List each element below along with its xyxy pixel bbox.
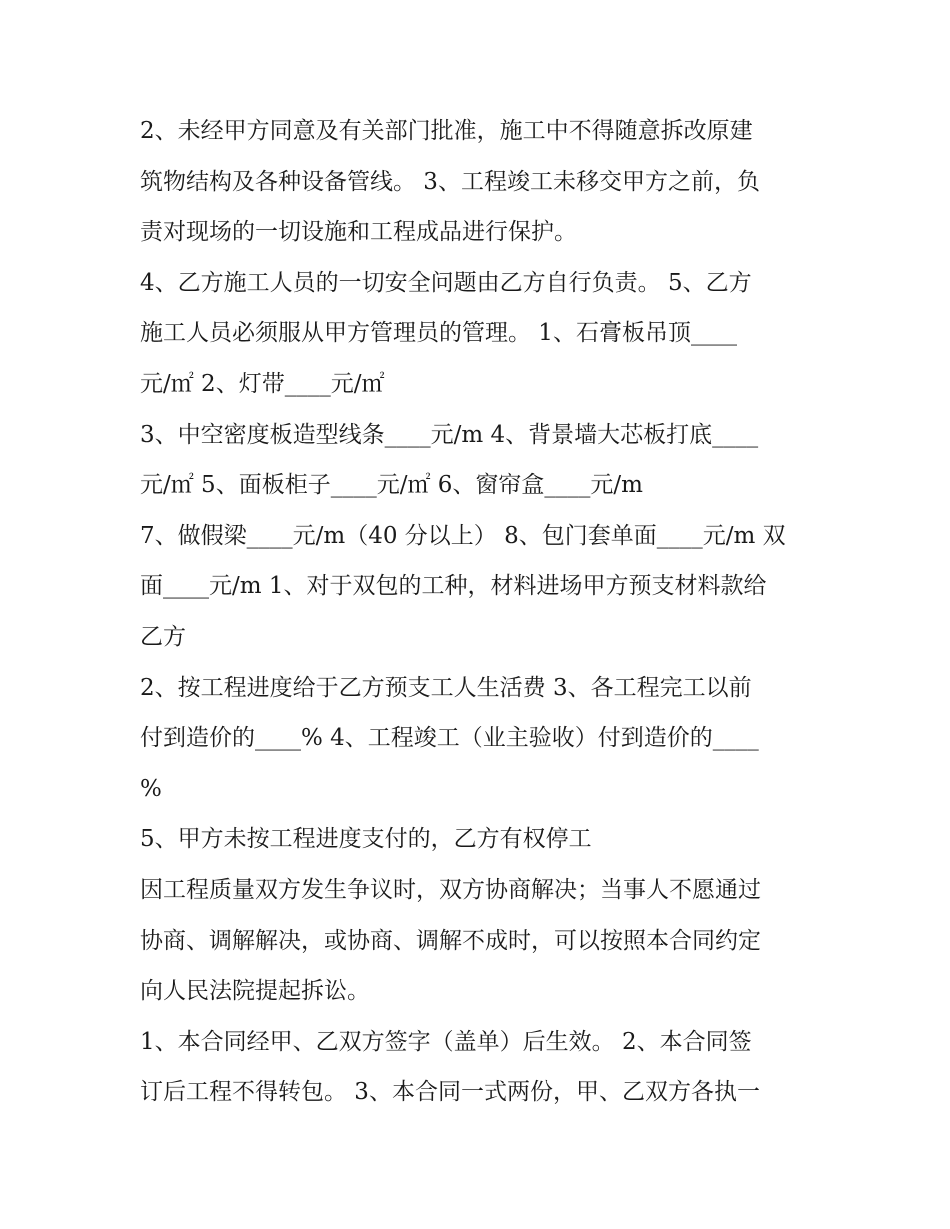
text-line: 元/㎡ 5、面板柜子____元/㎡ 6、窗帘盒____元/m	[140, 472, 643, 499]
text-line: 订后工程不得转包。 3、本合同一式两份，甲、乙双方各执一	[140, 1079, 760, 1106]
document-body	[140, 106, 820, 1118]
text-line: 面____元/m 1、对于双包的工种，材料进场甲方预支材料款给	[140, 573, 767, 600]
text-line: 乙方	[140, 623, 186, 650]
text-line: 2、按工程进度给于乙方预支工人生活费 3、各工程完工以前	[140, 674, 752, 701]
text-line: 4、乙方施工人员的一切安全问题由乙方自行负责。 5、乙方	[140, 269, 752, 296]
text-line: 3、中空密度板造型线条____元/m 4、背景墙大芯板打底____	[140, 421, 759, 448]
text-line: 付到造价的____% 4、工程竣工（业主验收）付到造价的____	[140, 725, 759, 752]
text-line: 协商、调解解决，或协商、调解不成时，可以按照本合同约定	[140, 927, 761, 954]
paragraph-prices-2	[140, 511, 820, 663]
paragraph-alterations	[140, 106, 820, 258]
text-line: 5、甲方未按工程进度支付的，乙方有权停工	[140, 826, 592, 853]
text-line: 责对现场的一切设施和工程成品进行保护。	[140, 219, 577, 246]
paragraph-effectiveness	[140, 1017, 820, 1118]
text-line: 筑物结构及各种设备管线。 3、工程竣工未移交甲方之前，负	[140, 168, 760, 195]
text-line: 向人民法院提起拆讼。	[140, 978, 370, 1005]
text-line: 元/㎡ 2、灯带____元/㎡	[140, 370, 385, 397]
text-line: 2、未经甲方同意及有关部门批准，施工中不得随意拆改原建	[140, 118, 753, 144]
text-line: 7、做假梁____元/m（40 分以上） 8、包门套单面____元/m 双	[140, 522, 786, 549]
paragraph-safety	[140, 258, 820, 410]
paragraph-payment	[140, 663, 820, 815]
paragraph-prices-1	[140, 410, 820, 511]
paragraph-disputes	[140, 865, 820, 1017]
text-line: 施工人员必须服从甲方管理员的管理。 1、石膏板吊顶____	[140, 320, 737, 347]
text-line: 因工程质量双方发生争议时，双方协商解决；当事人不愿通过	[140, 876, 761, 903]
paragraph-stop-work	[140, 814, 820, 865]
text-line: %	[140, 775, 162, 802]
text-line: 1、本合同经甲、乙双方签字（盖单）后生效。 2、本合同签	[140, 1028, 752, 1055]
